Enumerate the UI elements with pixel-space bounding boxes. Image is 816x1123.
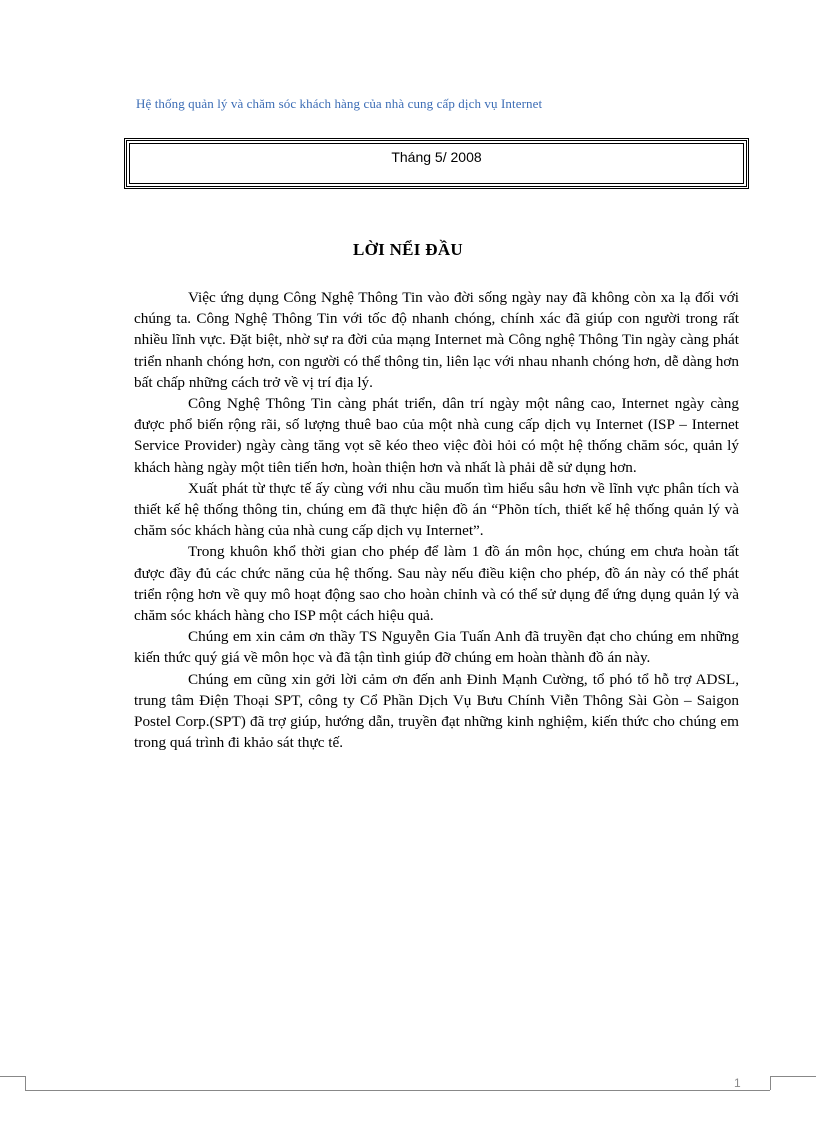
crop-mark-left (0, 1076, 25, 1077)
paragraph: Việc ứng dụng Công Nghệ Thông Tin vào đời sống ngày nay đã không còn xa lạ đối với chúng ta. Công Nghệ Thông Tin với tốc độ nhanh chóng, chính xác đã giúp con người trong rất nhiều lĩnh vực. Đặt biệt, nhờ sự ra đời của mạng Internet mà Công nghệ Thông Tin ngày càng phát triển nhanh chóng hơn, con người có thể thông tin, liên lạc với nhau nhanh chóng hơn, dễ dàng hơn bất chấp những cách trở về vị trí địa lý. (134, 289, 739, 391)
body-text (134, 287, 739, 753)
crop-mark-left-vertical (25, 1076, 26, 1090)
paragraph: Chúng em cũng xin gởi lời cảm ơn đến anh Đinh Mạnh Cường, tổ phó tổ hỗ trợ ADSL, trung tâm Điện Thoại SPT, công ty Cổ Phần Dịch Vụ Bưu Chính Viễn Thông Sài Gòn – Saigon Postel Corp.(SPT) đã trợ giúp, hướng dẫn, truyền đạt những kinh nghiệm, kiến thức cho chúng em trong quá trình đi khảo sát thực tế. (134, 670, 739, 752)
section-title: LỜI NỂI ĐẦU (352, 240, 464, 259)
crop-mark-right-vertical (770, 1076, 771, 1090)
running-header: Hệ thống quản lý và chăm sóc khách hàng của nhà cung cấp dịch vụ Internet (136, 96, 543, 111)
paragraph: Chúng em xin cảm ơn thầy TS Nguyễn Gia Tuấn Anh đã truyền đạt cho chúng em những kiến thức quý giá về môn học và đã tận tình giúp đỡ chúng em hoàn thành đồ án này. (134, 628, 739, 667)
page-number: 1 (734, 1076, 741, 1090)
paragraph: Xuất phát từ thực tế ấy cùng với nhu cầu muốn tìm hiểu sâu hơn về lĩnh vực phân tích và thiết kế hệ thống thông tin, chúng em đã thực hiện đồ án “Phõn tích, thiết kế hệ thống quản lý và chăm sóc khách hàng của nhà cung cấp dịch vụ Internet”. (134, 479, 739, 540)
footer-rule (25, 1090, 770, 1091)
date-box (124, 138, 749, 189)
paragraph: Trong khuôn khổ thời gian cho phép để làm 1 đồ án môn học, chúng em chưa hoàn tất được đầy đủ các chức năng của hệ thống. Sau này nếu điều kiện cho phép, đồ án này có thể phát triển rộng hơn về quy mô hoạt động sao cho hoàn chỉnh và có thể sử dụng để ứng dụng quản lý và chăm sóc khách hàng cho ISP một cách hiệu quả. (134, 543, 739, 625)
crop-mark-right (770, 1076, 816, 1077)
paragraph: Công Nghệ Thông Tin càng phát triển, dân trí ngày một nâng cao, Internet ngày càng được phổ biến rộng rãi, số lượng thuê bao của một nhà cung cấp dịch vụ Internet (ISP – Internet Service Provider) ngày càng tăng vọt sẽ kéo theo việc đòi hỏi có một hệ thống chăm sóc, quản lý khách hàng ngày một tiên tiến hơn, hoàn thiện hơn và nhất là phải dễ sử dụng hơn. (134, 395, 739, 476)
date-text: Tháng 5/ 2008 (391, 149, 482, 165)
page-footer (0, 1072, 816, 1123)
